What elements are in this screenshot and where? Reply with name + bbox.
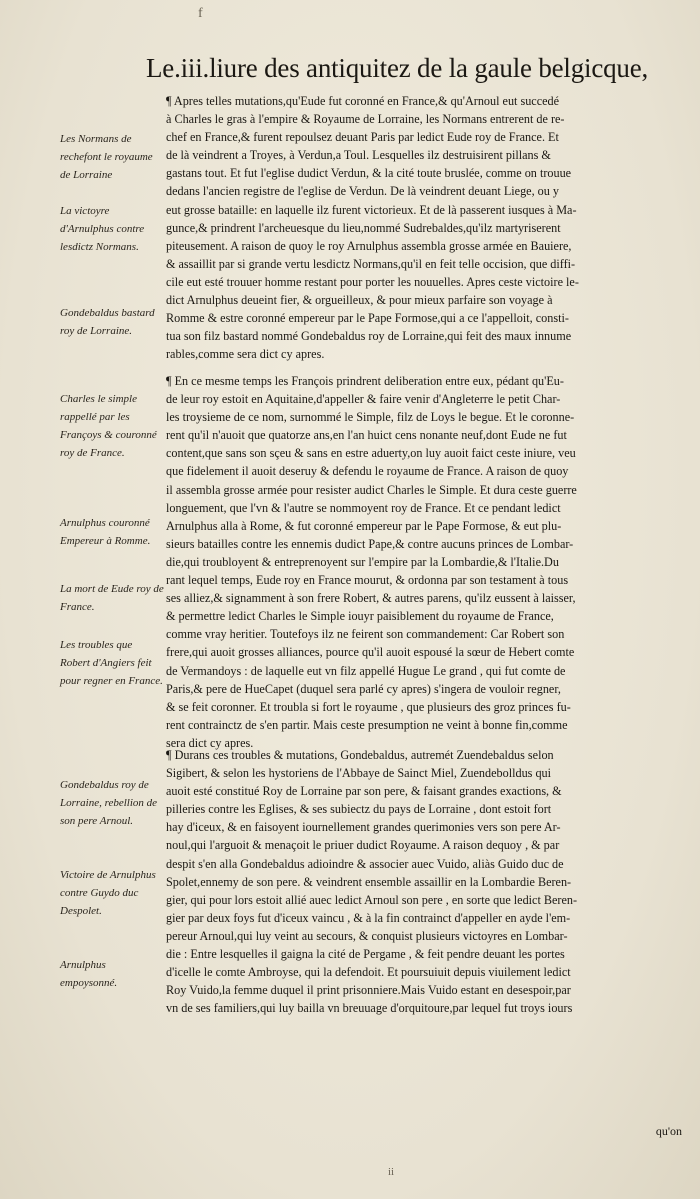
text-line: sieurs batailles contre les ennemis dudict Pape,& contre aucuns princes de Lombar- — [166, 536, 574, 551]
text-line: ¶ Apres telles mutations,qu'Eude fut coronné en France,& qu'Arnoul eut succedé — [166, 94, 560, 108]
text-line: comme vray heritier. Toutefoys ilz ne feirent son commandement: Car Robert son — [166, 627, 565, 642]
text-line: gastans tout. Et fut l'eglise dudict Verdun, & la cité toute bruslée, comme on trouue — [166, 166, 572, 181]
text-line: hay d'iceux, & en faisoyent iournellement grandes querimonies vers son pere Ar- — [166, 820, 561, 835]
text-line: à Charles le gras à l'empire & Royaume de Lorraine, les Normans entrerent de re- — [166, 112, 565, 127]
text-line: pereur Arnoul,qui luy veint au secours, & conquist plusieurs victoyres en Lombar- — [166, 928, 568, 943]
margin-note: Charles le simple rappellé par les Françoys & couronné roy de France. — [60, 393, 157, 459]
margin-note: Arnulphus couronné Empereur à Romme. — [60, 517, 151, 547]
text-line: piteusement. A raison de quoy le roy Arnulphus assembla grosse armée en Bauiere, — [166, 238, 572, 253]
text-line: die,qui troubloyent & entreprenoyent sur l'empire par la Lombardie,& l'Italie.Du — [166, 554, 559, 569]
text-line: gunce,& prindrent l'archeuesque du lieu,nommé Sudrebaldes,qu'ilz martyriserent — [166, 220, 561, 235]
text-line: cile eut esté trouuer homme restant pour porter les nouuelles. Apres ceste victoire le- — [166, 274, 579, 289]
signature-mark: ii — [388, 1166, 395, 1178]
text-line: ses alliez,& signamment à son frere Robert, & autres parens, qu'ilz eussent à laisser, — [166, 591, 576, 606]
margin-note: Gondebaldus roy de Lorraine, rebellion de son pere Arnoul. — [60, 779, 158, 827]
text-line: Romme & estre coronné empereur par le Pape Formose,qui a ce l'appelloit, consti- — [166, 311, 569, 326]
text-line: Arnulphus alla à Rome, & fut coronné empereur par le Pape Formose, & eut plu- — [166, 518, 562, 533]
text-line: de Vermandoys : de laquelle eut vn filz appellé Hugue Le grand , qui fut comte de — [166, 663, 566, 678]
margin-note: Gondebaldus bastard roy de Lorraine. — [60, 307, 155, 337]
text-line: il assembla grosse armée pour resister audict Charles le Simple. Et dura ceste guerre — [166, 482, 577, 497]
text-line: les troysieme de ce nom, surnommé le Simple, filz de Loys le begue. Et le coronne- — [166, 410, 575, 425]
text-line: ¶ Durans ces troubles & mutations, Gondebaldus, autremét Zuendebaldus selon — [166, 748, 554, 762]
text-line: rables,comme sera dict cy apres. — [166, 347, 325, 362]
text-line: noul,qui l'arguoit & menaçoit le priuer dudict Royaume. A raison dequoy , & par — [166, 838, 560, 853]
text-line: rent qu'il n'auoit que quatorze ans,en l'an huict cens nonante neuf,dont Eude ne fut — [166, 428, 567, 443]
paragraph — [166, 92, 680, 363]
text-line: pilleries contre les Eglises, & ses subiectz du pays de Lorraine , dont estoit fort — [166, 802, 552, 817]
margin-note: La victoyre d'Arnulphus contre lesdictz Normans. — [60, 205, 145, 253]
text-line: frere,qui auoit grosses alliances, pource qu'il auoit espousé la sœur de Hebert comte — [166, 645, 575, 660]
text-line: despit s'en alla Gondebaldus adioindre & associer auec Vuido, aliàs Guido duc de — [166, 856, 564, 871]
text-line: de là veindrent a Troyes, à Verdun,a Toul. Lesquelles ilz destruisirent pillans & — [166, 148, 551, 163]
text-line: eut grosse bataille: en laquelle ilz furent victorieux. Et de là passerent iusques à Ma- — [166, 202, 577, 217]
text-line: die : Entre lesquelles il gaigna la cité de Pergame , & feit pendre deuant les portes — [166, 947, 565, 962]
margin-note: Victoire de Arnulphus contre Guydo duc Despolet. — [60, 869, 156, 917]
text-line: d'icelle le comte Ambroyse, qui la defendoit. Et poursuiuit depuis viuilement ledict — [166, 965, 571, 980]
text-line: auoit esté constitué Roy de Lorraine par son pere, & faisant grandes exactions, & — [166, 784, 562, 799]
text-line: que fidelement il auoit deseruy & defendu le royaume de France. A raison de quoy — [166, 464, 569, 479]
text-line: content,que sans son sçeu & sans en estre aduerty,on luy auoit faict ceste iniure, veu — [166, 446, 576, 461]
text-line: gier par deux foys fut d'iceux vaincu , & à la fin contrainct d'appeller en ayde l'em- — [166, 910, 571, 925]
margin-note: Les Normans de rechefont le royaume de Lorraine — [60, 133, 153, 181]
paragraph — [166, 746, 680, 1017]
text-line: chef en France,& furent repoulsez deuant Paris par ledict Eude roy de France. Et — [166, 130, 559, 145]
text-line: sera dict cy apres. — [166, 735, 254, 750]
margin-note: La mort de Eude roy de France. — [60, 583, 164, 613]
margin-note: Les troubles que Robert d'Angiers feit pour regner en France. — [60, 639, 163, 687]
margin-note: Arnulphus empoysonné. — [60, 959, 118, 989]
text-line: gier, qui pour lors estoit allié auec ledict Arnoul son pere , en sorte que ledict Beren- — [166, 892, 578, 907]
paragraph — [166, 372, 680, 752]
text-line: longuement, que l'vn & l'autre se nommoyent roy de France. Et ce pendant ledict — [166, 500, 561, 515]
running-head: Le.iii.liure des antiquitez de la gaule belgicque, — [146, 53, 649, 83]
text-line: ¶ En ce mesme temps les François prindrent deliberation entre eux, pédant qu'Eu- — [166, 374, 564, 388]
text-line: & se feit coronner. Et troubla si fort le royaume , que plusieurs des groz princes fu- — [166, 699, 571, 714]
text-line: dict Arnulphus deueint fier, & orgueilleux, & pour mieux parfaire son voyage à — [166, 293, 553, 308]
text-line: Roy Vuido,la femme duquel il print prisonniere.Mais Vuido estant en desespoir,par — [166, 983, 571, 998]
text-line: rent contrainctz de s'en partir. Mais ceste presumption ne veint à bonne fin,comme — [166, 717, 568, 732]
text-line: Paris,& pere de HueCapet (duquel sera parlé cy apres) s'ingera de vouloir regner, — [166, 681, 561, 696]
text-line: rant lequel temps, Eude roy en France mourut, & ordonna par son testament à tous — [166, 573, 569, 588]
text-line: Spolet,ennemy de son pere. & veindrent ensemble assaillir en la Lombardie Beren- — [166, 874, 572, 889]
text-line: vn de ses familiers,qui luy bailla vn breuuage d'orquitoure,par lequel fut troys iours — [166, 1001, 573, 1016]
text-line: dedans l'ancien registre de l'eglise de Verdun. De là veindrent deuant Liege, ou y — [166, 184, 560, 199]
text-line: & assaillit par si grande vertu lesdictz Normans,qu'il en feit telle occision, que diffi- — [166, 256, 576, 271]
text-line: de leur roy estoit en Aquitaine,d'appeller & faire venir d'Angleterre le petit Char- — [166, 392, 561, 407]
catchword: qu'on — [655, 1124, 682, 1138]
folio-mark: f — [198, 6, 203, 21]
text-line: Sigibert, & selon les hystoriens de l'Abbaye de Sainct Miel, Zuendebolldus qui — [166, 766, 552, 781]
text-line: tua son filz bastard nommé Gondebaldus roy de Lorraine,qui feit des maux innume — [166, 329, 572, 344]
text-line: & permettre ledict Charles le Simple iouyr paisiblement du royaume de France, — [166, 609, 554, 624]
